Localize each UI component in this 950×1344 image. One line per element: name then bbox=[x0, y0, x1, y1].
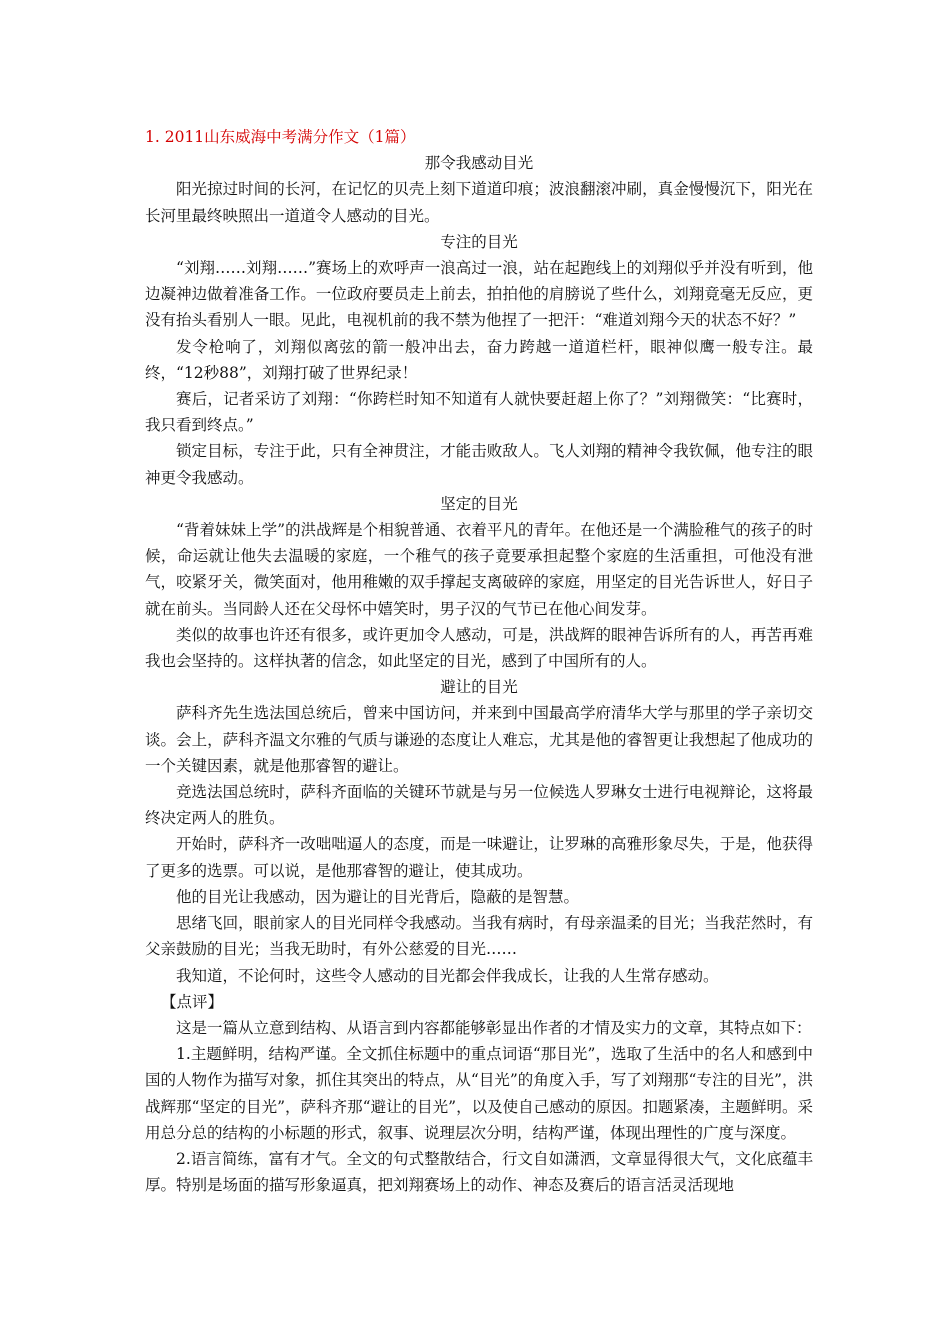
paragraph: 我知道，不论何时，这些令人感动的目光都会伴我成长，让我的人生常存感动。 bbox=[176, 966, 719, 985]
review-paragraph: 1.主题鲜明，结构严谨。全文抓住标题中的重点词语“那目光”，选取了生活中的名人和感到中国的人物作为描写对象，抓住其突出的特点，从“目光”的角度入手，写了刘翔那“专注的目光”，洪战辉那“坚定的目光”，萨科齐那“避让的目光”，以及使自己感动的原因。扣题紧凑，主题鲜明。采用总分总的结构的小标题的形式，叙事、说理层次分明，结构严谨，体现出理性的广度与深度。 bbox=[145, 1045, 813, 1142]
review-paragraph: 这是一篇从立意到结构、从语言到内容都能够彰显出作者的才情及实力的文章，其特点如下： bbox=[176, 1018, 812, 1037]
paragraph: “刘翔……刘翔……”赛场上的欢呼声一浪高过一浪，站在起跑线上的刘翔似乎并没有听到，他边凝神边做着准备工作。一位政府要员走上前去，拍拍他的肩膀说了些什么，刘翔竟毫无反应，更没有抬头看别人一眼。见此，电视机前的我不禁为他捏了一把汗：“难道刘翔今天的状态不好？” bbox=[145, 259, 813, 330]
document-heading: 1. 2011山东威海中考满分作文（1篇） bbox=[145, 128, 416, 146]
intro-paragraph: 阳光掠过时间的长河，在记忆的贝壳上刻下道道印痕；波浪翻滚冲刷，真金慢慢沉下，阳光在长河里最终映照出一道道令人感动的目光。 bbox=[145, 180, 813, 225]
paragraph: 锁定目标，专注于此，只有全神贯注，才能击败敌人。飞人刘翔的精神令我钦佩，他专注的眼神更令我感动。 bbox=[145, 442, 813, 487]
review-paragraph: 2.语言简练，富有才气。全文的句式整散结合，行文自如潇洒，文章显得很大气，文化底蕴丰厚。特别是场面的描写形象逼真，把刘翔赛场上的动作、神态及赛后的语言活灵活现地 bbox=[145, 1149, 813, 1195]
paragraph: 竞选法国总统时，萨科齐面临的关键环节就是与另一位候选人罗琳女士进行电视辩论，这将最终决定两人的胜负。 bbox=[145, 783, 813, 828]
section-subtitle: 避让的目光 bbox=[440, 678, 518, 697]
paragraph: 开始时，萨科齐一改咄咄逼人的态度，而是一味避让，让罗琳的高雅形象尽失，于是，他获得了更多的选票。可以说，是他那睿智的避让，使其成功。 bbox=[145, 835, 813, 880]
document-page bbox=[145, 124, 813, 1198]
paragraph: “背着妹妹上学”的洪战辉是个相貌普通、衣着平凡的青年。在他还是一个满脸稚气的孩子的时候，命运就让他失去温暖的家庭，一个稚气的孩子竟要承担起整个家庭的生活重担，可他没有泄气，咬紧牙关，微笑面对，他用稚嫩的双手撑起支离破碎的家庭，用坚定的目光告诉世人，好日子就在前头。当同龄人还在父母怀中嬉笑时，男子汉的气节已在他心间发芽。 bbox=[145, 521, 813, 618]
paragraph: 赛后，记者采访了刘翔：“你跨栏时知不知道有人就快要赶超上你了？”刘翔微笑：“比赛时，我只看到终点。” bbox=[145, 390, 813, 435]
paragraph: 萨科齐先生选法国总统后，曾来中国访问，并来到中国最高学府清华大学与那里的学子亲切交谈。会上，萨科齐温文尔雅的气质与谦逊的态度让人难忘，尤其是他的睿智更让我想起了他成功的一个关键因素，就是他那睿智的避让。 bbox=[145, 704, 813, 775]
essay-title: 那令我感动目光 bbox=[424, 154, 534, 173]
paragraph: 类似的故事也许还有很多，或许更加令人感动，可是，洪战辉的眼神告诉所有的人，再苦再难我也会坚持的。这样执著的信念，如此坚定的目光，感到了中国所有的人。 bbox=[145, 625, 813, 671]
section-subtitle: 坚定的目光 bbox=[440, 494, 518, 513]
paragraph: 他的目光让我感动，因为避让的目光背后，隐蔽的是智慧。 bbox=[176, 887, 580, 906]
paragraph: 思绪飞回，眼前家人的目光同样令我感动。当我有病时，有母亲温柔的目光；当我茫然时，有父亲鼓励的目光；当我无助时，有外公慈爱的目光…… bbox=[145, 914, 813, 959]
paragraph: 发令枪响了，刘翔似离弦的箭一般冲出去，奋力跨越一道道栏杆，眼神似鹰一般专注。最终，“12秒88”，刘翔打破了世界纪录！ bbox=[145, 337, 813, 382]
section-subtitle: 专注的目光 bbox=[440, 232, 518, 251]
review-label: 【点评】 bbox=[161, 992, 224, 1011]
